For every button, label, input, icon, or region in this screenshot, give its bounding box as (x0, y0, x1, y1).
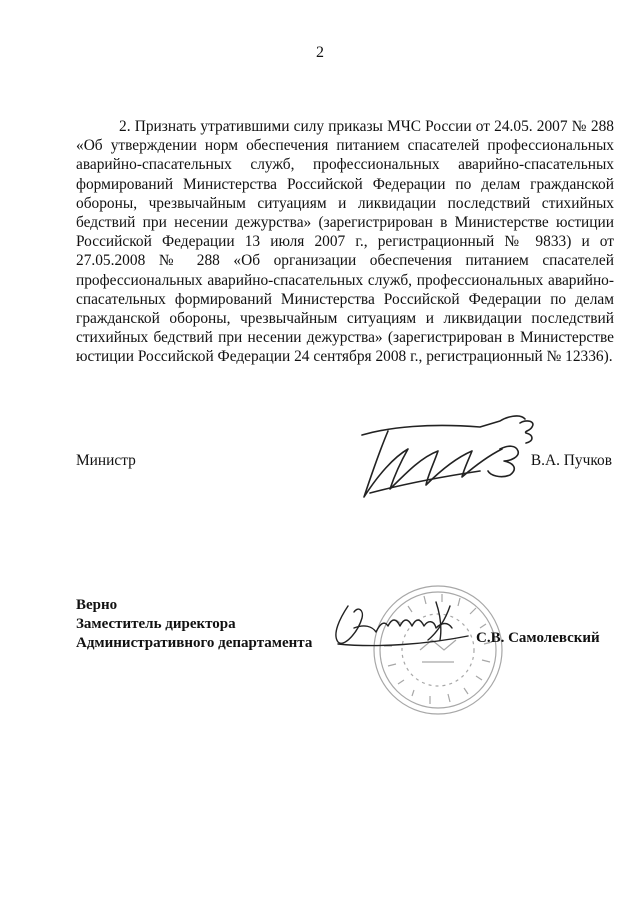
page-number: 2 (316, 44, 324, 61)
minister-title: Министр (76, 452, 136, 469)
certification-block (76, 596, 312, 653)
certification-department: Административного департамента (76, 635, 313, 651)
minister-signature (350, 405, 540, 505)
certifier-name: С.В. Самолевский (476, 630, 600, 646)
certifier-signature (318, 588, 498, 668)
minister-name: В.А. Пучков (530, 452, 612, 469)
certification-verified: Верно (76, 597, 118, 613)
body-paragraph: 2. Признать утратившими силу приказы МЧС России от 24.05. 2007 № 288 «Об утверждении норм обеспечения питанием спасателей профессиональных аварийно-спасательных служб, профессиональных аварийно-спасательных формирований Министерства Российской Федерации по делам гражданской обороны, чрезвычайным ситуациям и ликвидации последствий стихийных бедствий при несении дежурства» (зарегистрирован в Министерстве юстиции Российской Федерации 13 июля 2007 г., регистрационный № 9833) и от 27.05.2008 № 288 «Об организации обеспечения питанием спасателей профессиональных аварийно-спасательных служб, профессиональных аварийно-спасательных формирований Министерства Российской Федерации по делам гражданской обороны, чрезвычайным ситуациям и ликвидации последствий стихийных бедствий при несении дежурства» (зарегистрирован в Министерстве юстиции Российской Федерации 24 сентября 2008 г., регистрационный № 12336). (76, 118, 614, 366)
certification-position: Заместитель директора (76, 616, 236, 632)
